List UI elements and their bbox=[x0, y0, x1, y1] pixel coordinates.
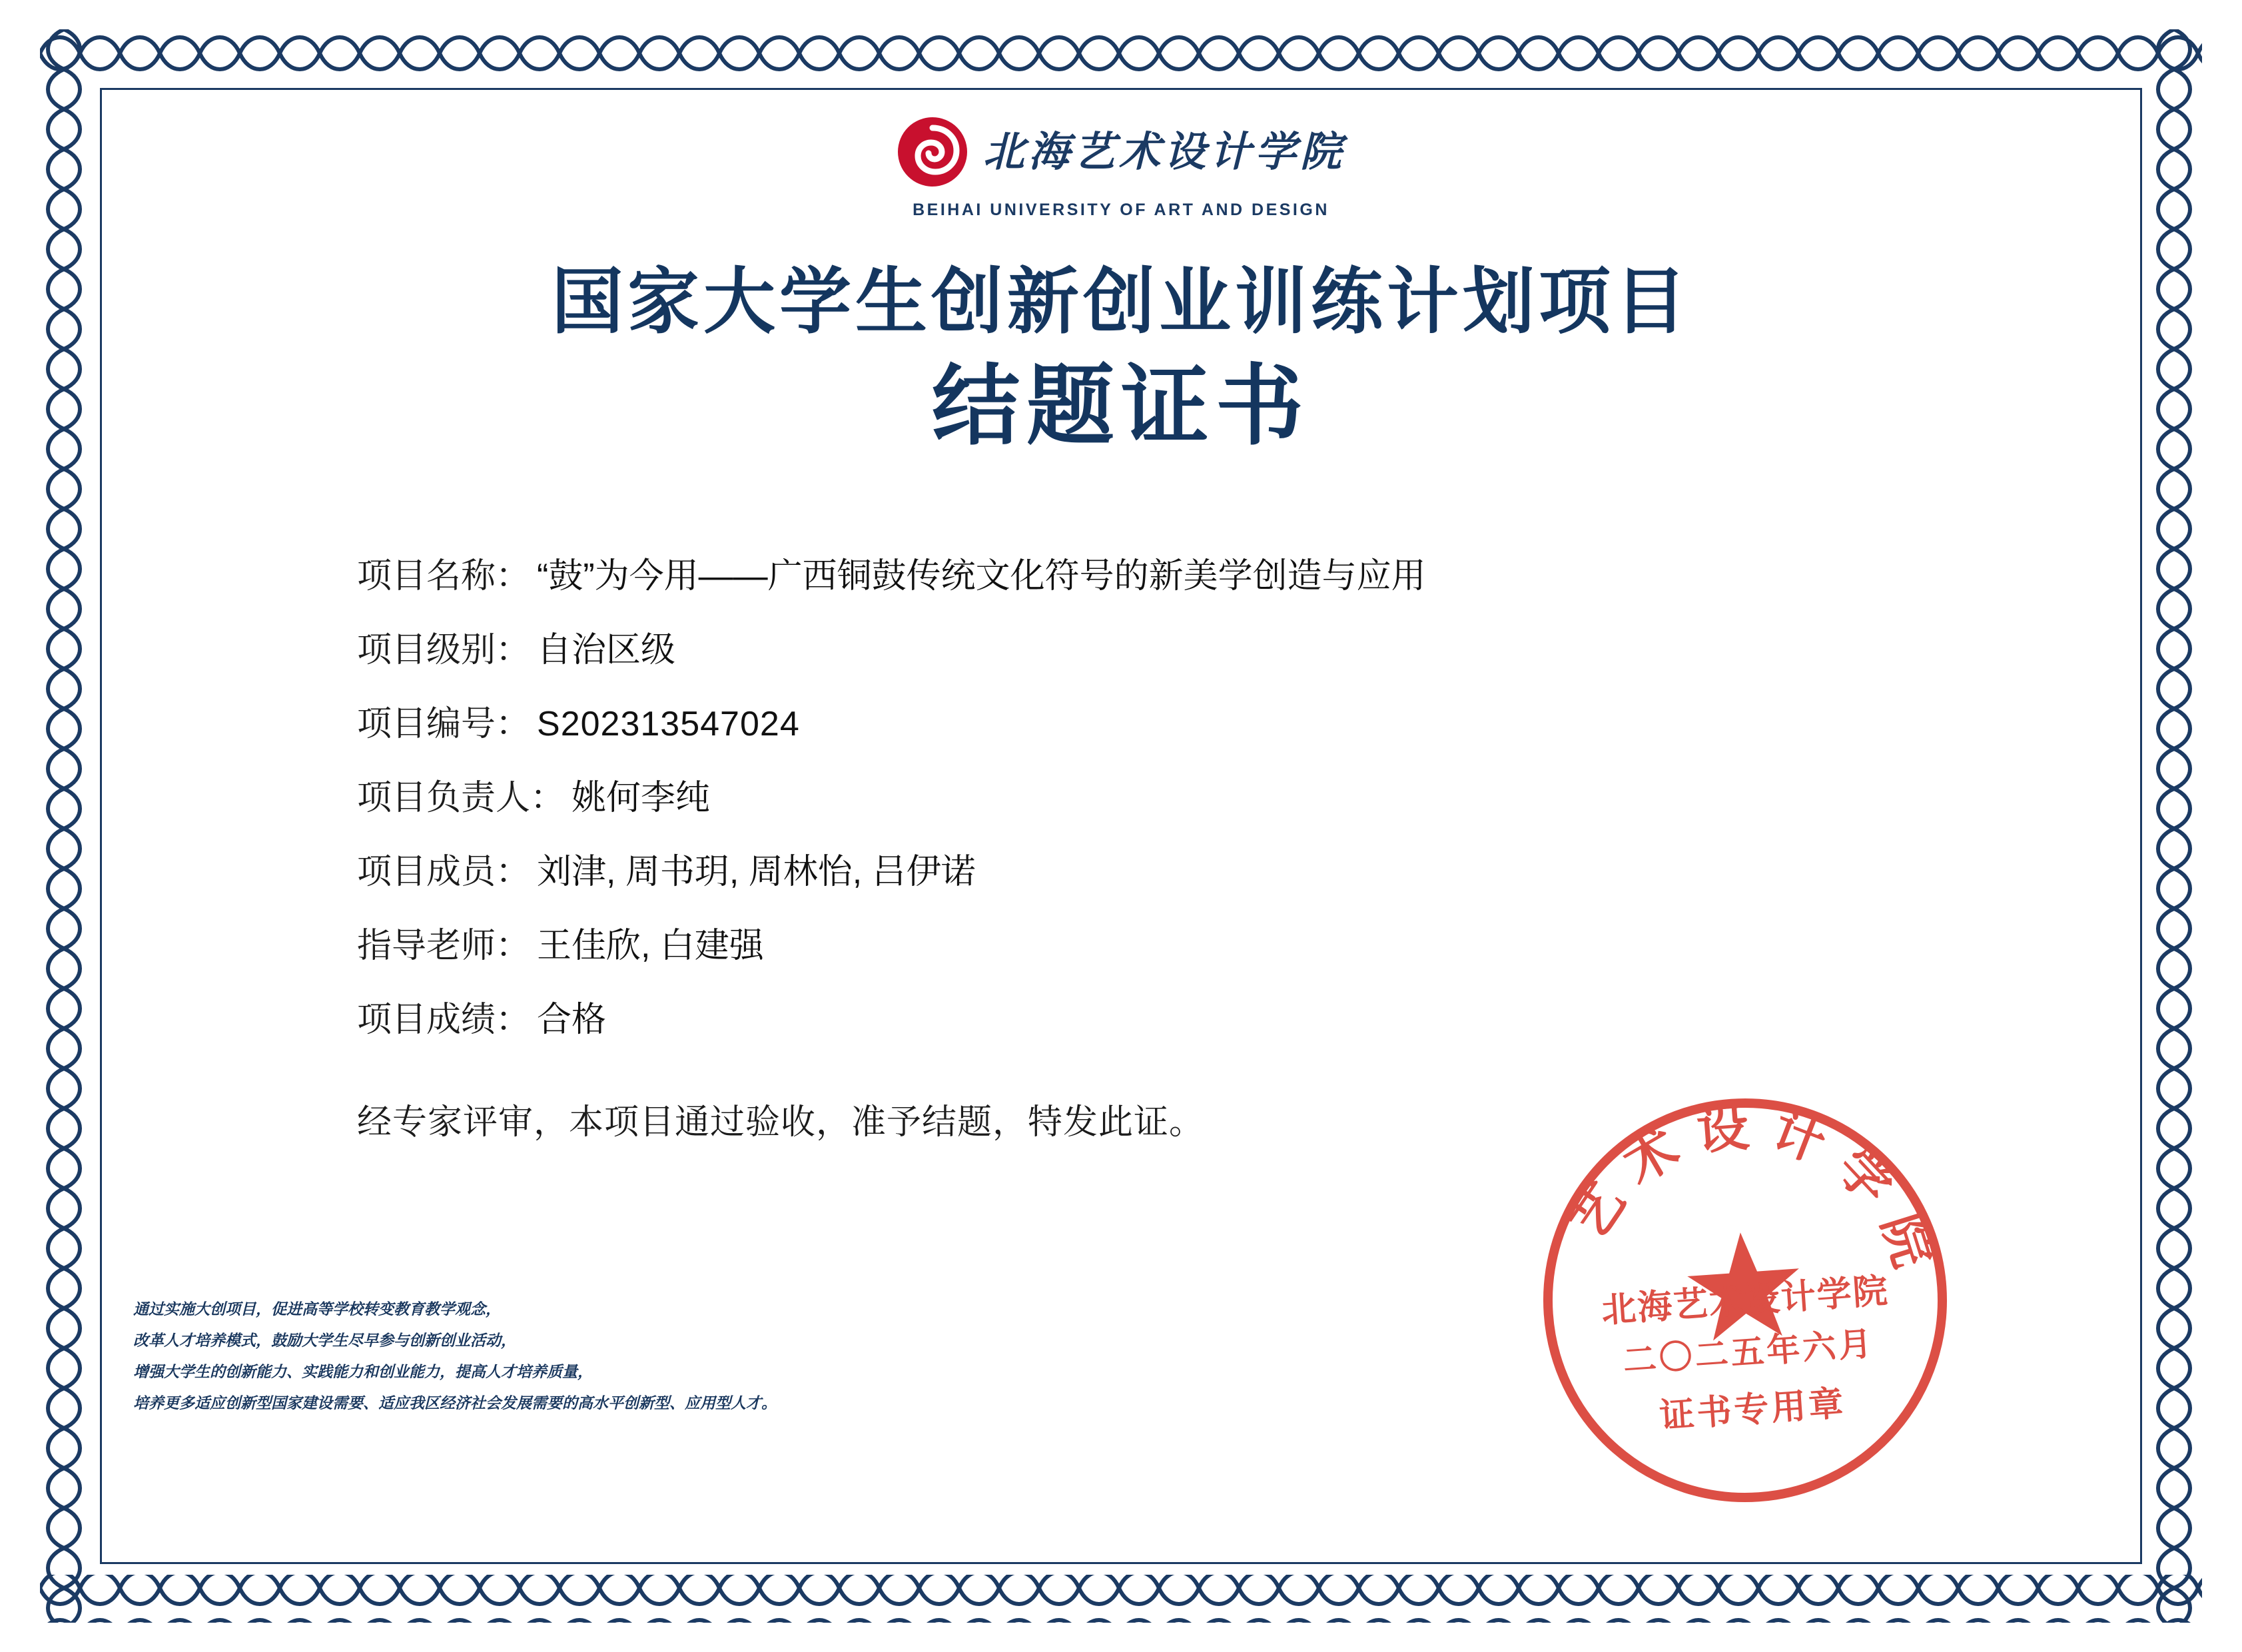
svg-text:艺术设计学院: 艺术设计学院 bbox=[1557, 1095, 1949, 1291]
field-value: “鼓”为今用——广西铜鼓传统文化符号的新美学创造与应用 bbox=[537, 557, 1426, 596]
certificate-title-main: 国家大学生创新创业训练计划项目 bbox=[551, 260, 1690, 344]
seal-date-line: 二〇二五年六月 bbox=[1621, 1323, 1876, 1380]
field-value: 刘津, 周书玥, 周林怡, 吕伊诺 bbox=[537, 853, 976, 891]
field-label: 项目成绩： bbox=[357, 1001, 531, 1039]
certificate-title-sub: 结题证书 bbox=[932, 354, 1310, 458]
field-label: 项目编号： bbox=[357, 705, 531, 743]
institution-name-cn: 北海艺术设计学院 bbox=[982, 127, 1345, 176]
field-project-number bbox=[357, 695, 2062, 745]
field-project-members bbox=[357, 843, 2062, 893]
field-value: 王佳欣, 白建强 bbox=[537, 927, 764, 965]
footnote-line: 培养更多适应创新型国家建设需要、适应我区经济社会发展需要的高水平创新型、应用型人才。 bbox=[133, 1394, 777, 1413]
field-label: 项目名称： bbox=[357, 557, 531, 596]
field-value: 自治区级 bbox=[537, 631, 676, 669]
field-project-level bbox=[357, 621, 2062, 671]
official-seal bbox=[1525, 1080, 1966, 1521]
field-list bbox=[357, 548, 2062, 1065]
field-label: 项目负责人： bbox=[357, 779, 565, 817]
field-project-leader bbox=[357, 769, 2062, 819]
footnote-line: 增强大学生的创新能力、实践能力和创业能力，提高人才培养质量， bbox=[133, 1363, 593, 1382]
field-project-grade bbox=[357, 991, 2062, 1041]
footnote-line: 通过实施大创项目，促进高等学校转变教育教学观念， bbox=[133, 1300, 501, 1318]
field-value: 合格 bbox=[537, 1001, 607, 1039]
institution-name-en: BEIHAI UNIVERSITY OF ART AND DESIGN bbox=[913, 201, 1329, 219]
field-label: 项目成员： bbox=[357, 853, 531, 891]
field-project-name bbox=[357, 548, 2062, 598]
field-label: 指导老师： bbox=[357, 927, 531, 965]
swirl-logo-icon bbox=[897, 116, 968, 188]
footnote-line: 改革人才培养模式，鼓励大学生尽早参与创新创业活动， bbox=[133, 1332, 516, 1350]
approval-statement: 经专家评审，本项目通过验收，准予结题，特发此证。 bbox=[357, 1103, 1205, 1142]
seal-purpose-line: 证书专用章 bbox=[1658, 1382, 1848, 1437]
seal-institution-line: 北海艺术设计学院 bbox=[1600, 1270, 1890, 1331]
footnote-block bbox=[133, 1294, 1132, 1420]
field-value: S202313547024 bbox=[537, 705, 800, 743]
institution-header bbox=[100, 116, 2142, 220]
certificate-content bbox=[100, 88, 2142, 1564]
field-value: 姚何李纯 bbox=[571, 779, 711, 817]
field-advisors bbox=[357, 917, 2062, 967]
field-label: 项目级别： bbox=[357, 631, 531, 669]
